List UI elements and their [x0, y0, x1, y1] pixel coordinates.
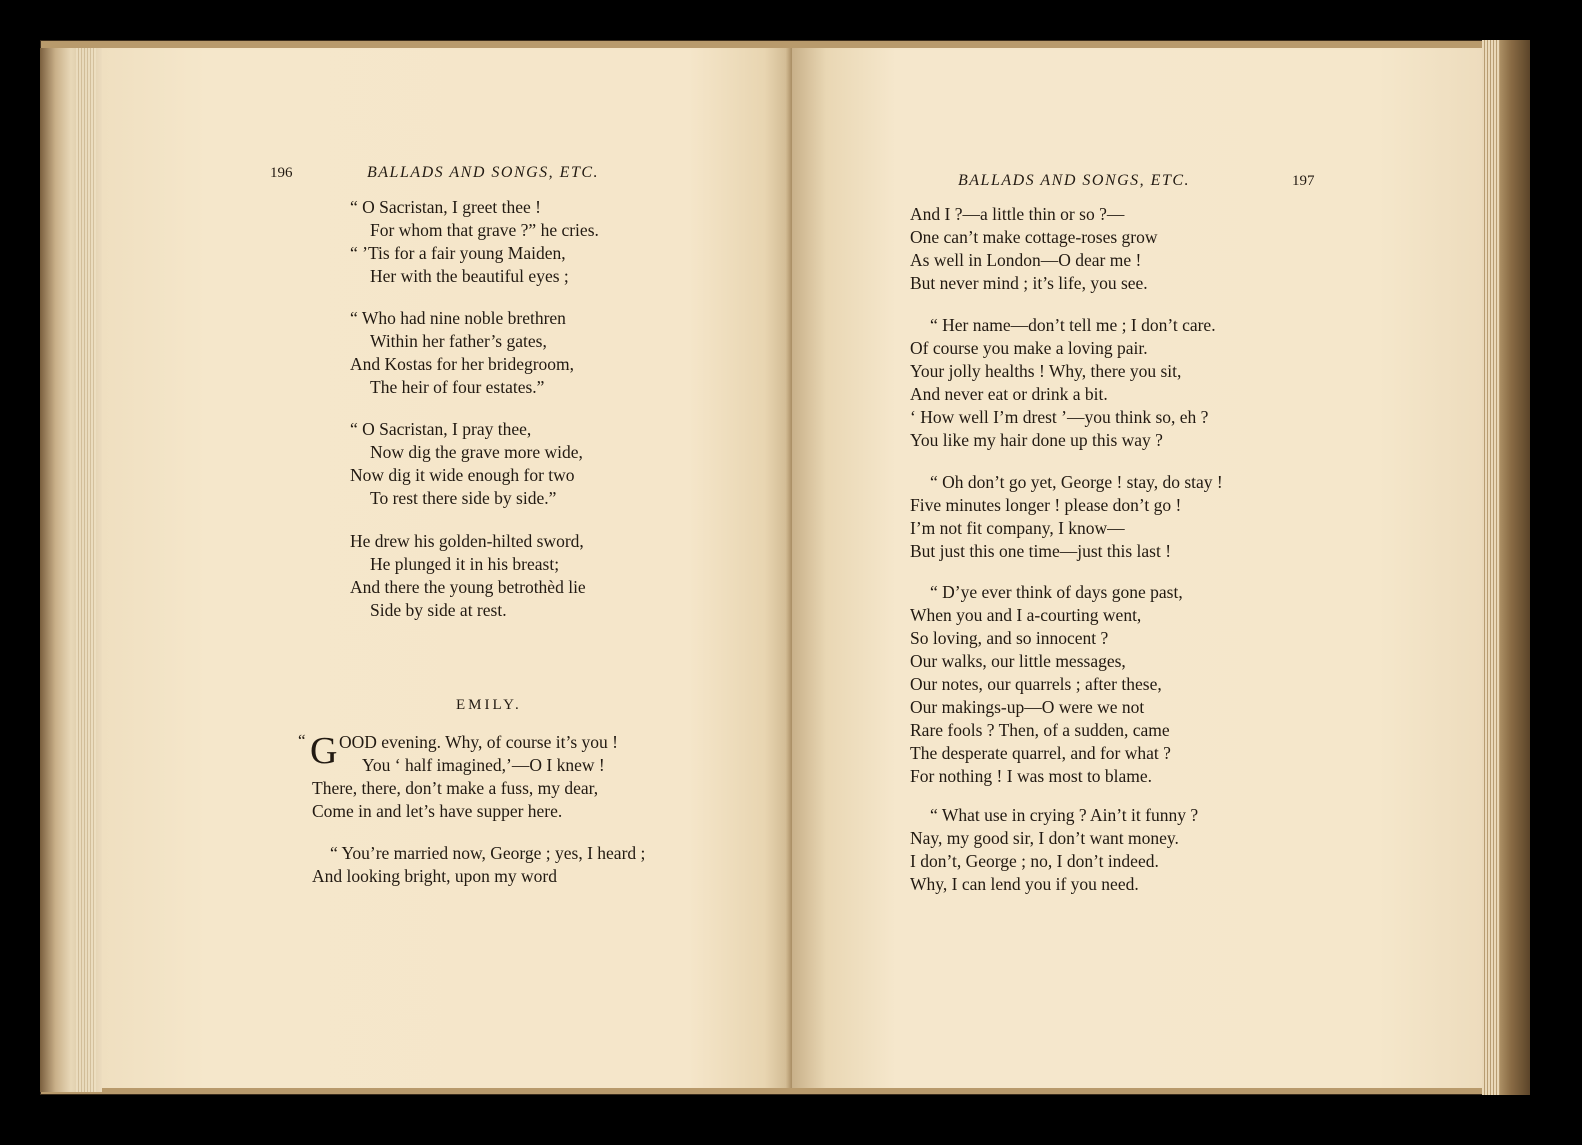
verse-line: As well in London—O dear me ! — [910, 250, 1142, 270]
running-head-right: BALLADS AND SONGS, ETC. — [958, 172, 1191, 189]
verse-line: You like my hair done up this way ? — [910, 430, 1163, 450]
drop-cap: G — [310, 730, 338, 772]
verse-line: “ ’Tis for a fair young Maiden, — [350, 243, 566, 263]
verse-line: So loving, and so innocent ? — [910, 628, 1109, 648]
verse-line: ‘ How well I’m drest ’—you think so, eh ? — [910, 407, 1209, 427]
verse-line: “ O Sacristan, I greet thee ! — [350, 197, 541, 217]
open-book — [40, 40, 1530, 1095]
verse-line: He plunged it in his breast; — [370, 554, 560, 574]
verse-line: Within her father’s gates, — [370, 331, 547, 351]
verse-line: Come in and let’s have supper here. — [312, 801, 563, 821]
poem-title: EMILY. — [456, 697, 522, 713]
verse-line: And there the young betrothèd lie — [350, 577, 586, 597]
verse-line: Our walks, our little messages, — [910, 651, 1126, 671]
verse-line: And looking bright, upon my word — [312, 866, 557, 886]
verse-line: But never mind ; it’s life, you see. — [910, 273, 1148, 293]
verse-line: Rare fools ? Then, of a sudden, came — [910, 720, 1170, 740]
verse-line: To rest there side by side.” — [370, 488, 557, 508]
verse-line: And I ?—a little thin or so ?— — [910, 204, 1125, 224]
verse-line: Side by side at rest. — [370, 600, 507, 620]
left-page — [102, 48, 792, 1088]
verse-line: Nay, my good sir, I don’t want money. — [910, 828, 1179, 848]
page-number-left: 196 — [270, 165, 293, 181]
verse-line: But just this one time—just this last ! — [910, 541, 1172, 561]
verse-line: Why, I can lend you if you need. — [910, 874, 1139, 894]
verse-line: When you and I a-courting went, — [910, 605, 1142, 625]
right-page — [792, 48, 1482, 1088]
verse-line: I’m not fit company, I know— — [910, 518, 1125, 538]
verse-line: Your jolly healths ! Why, there you sit, — [910, 361, 1182, 381]
verse-line: Now dig it wide enough for two — [350, 465, 575, 485]
verse-line: One can’t make cottage-roses grow — [910, 227, 1158, 247]
verse-line: Five minutes longer ! please don’t go ! — [910, 495, 1182, 515]
verse-line: And never eat or drink a bit. — [910, 384, 1108, 404]
verse-line: “ D’ye ever think of days gone past, — [930, 582, 1183, 602]
page-edges-left — [40, 48, 102, 1092]
verse-line: “ What use in crying ? Ain’t it funny ? — [930, 805, 1199, 825]
verse-line: Her with the beautiful eyes ; — [370, 266, 569, 286]
verse-line: For nothing ! I was most to blame. — [910, 766, 1153, 786]
verse-line: Our notes, our quarrels ; after these, — [910, 674, 1162, 694]
verse-line: He drew his golden-hilted sword, — [350, 531, 584, 551]
open-quote: “ — [298, 731, 306, 750]
verse-line: I don’t, George ; no, I don’t indeed. — [910, 851, 1159, 871]
verse-line: You ‘ half imagined,’—O I knew ! — [362, 755, 605, 775]
verse-line: “ Who had nine noble brethren — [350, 308, 566, 328]
verse-line: OOD evening. Why, of course it’s you ! — [339, 732, 618, 752]
verse-line: For whom that grave ?” he cries. — [370, 220, 599, 240]
verse-line: The heir of four estates.” — [370, 377, 545, 397]
page-edges-right — [1482, 40, 1530, 1095]
verse-line: And Kostas for her bridegroom, — [350, 354, 575, 374]
verse-line: Our makings-up—O were we not — [910, 697, 1145, 717]
verse-line: The desperate quarrel, and for what ? — [910, 743, 1171, 763]
page-number-right: 197 — [1292, 173, 1315, 189]
verse-line: Now dig the grave more wide, — [370, 442, 583, 462]
verse-line: “ Oh don’t go yet, George ! stay, do stay ! — [930, 472, 1223, 492]
verse-line: There, there, don’t make a fuss, my dear, — [312, 778, 599, 798]
running-head-left: BALLADS AND SONGS, ETC. — [367, 164, 600, 181]
verse-line: Of course you make a loving pair. — [910, 338, 1148, 358]
verse-line: “ You’re married now, George ; yes, I heard ; — [330, 843, 646, 863]
verse-line: “ Her name—don’t tell me ; I don’t care. — [930, 315, 1216, 335]
verse-line: “ O Sacristan, I pray thee, — [350, 419, 532, 439]
